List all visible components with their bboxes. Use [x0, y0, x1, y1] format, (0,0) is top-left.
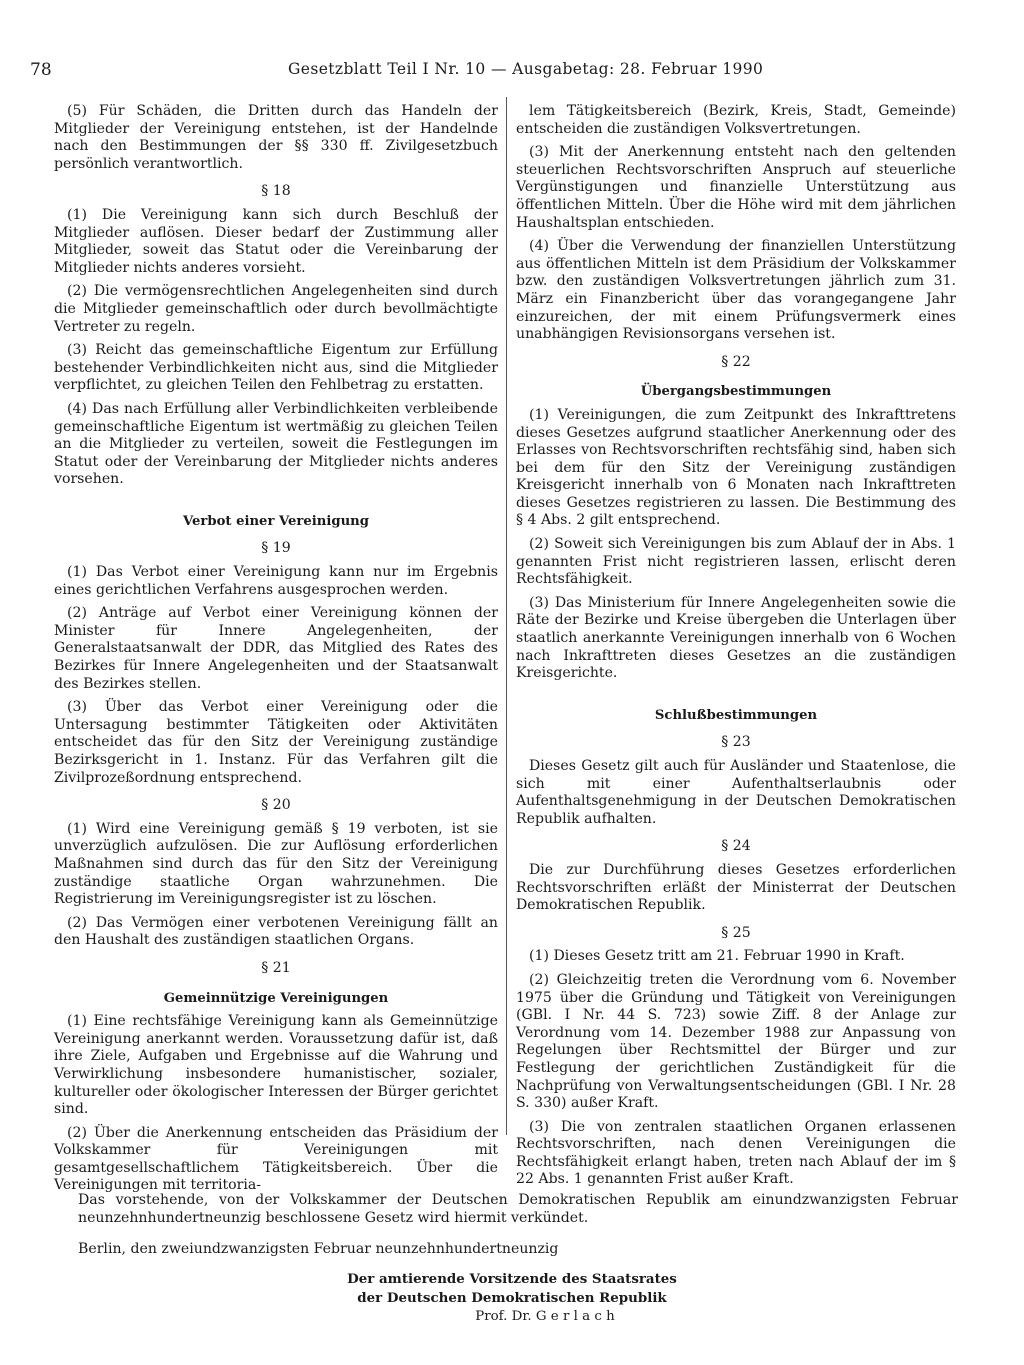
section-number: § 19 — [261, 540, 291, 557]
paragraph: (1) Die Vereinigung kann sich durch Beschluß der Mitglieder auflösen. Dieser bedarf der Zustimmung aller Mitglieder, soweit das Statut oder die Vereinbarung der Mitglieder nichts anderes vorsieht. — [54, 206, 498, 276]
section-number: § 25 — [721, 924, 751, 941]
place-date: Berlin, den zweiundzwanzigsten Februar neunzehnhundertneunzig — [78, 1241, 559, 1257]
paragraph: lem Tätigkeitsbereich (Bezirk, Kreis, Stadt, Gemeinde) entscheiden die zuständigen Volksvertretungen. — [516, 103, 956, 137]
left-column — [54, 103, 498, 1201]
paragraph: (2) Gleichzeitig treten die Verordnung vom 6. November 1975 über die Gründung und Tätigkeit von Vereinigungen (GBl. I Nr. 44 S. 723) sowie Ziff. 8 der Anlage zur Verordnung vom 14. Dezember 1988 zur Anpassung von Regelungen über Rechtsmittel der Bürger und zur Festlegung der gerichtlichen Zuständigkeit für die Nachprüfung von Verwaltungsentscheidungen (GBl. I Nr. 28 S. 330) außer Kraft. — [516, 971, 956, 1112]
paragraph: (3) Die von zentralen staatlichen Organen erlassenen Rechtsvorschriften, nach denen Vereinigungen die Rechtsfähigkeit erlangt haben, treten nach Ablauf der im § 22 Abs. 1 genannten Frist außer Kraft. — [516, 1118, 956, 1188]
paragraph: (5) Für Schäden, die Dritten durch das Handeln der Mitglieder der Vereinigung entstehen, ist der Handelnde nach den Bestimmungen der §§ 330 ff. Zivilgesetzbuch persönlich verantwortlich. — [54, 103, 498, 172]
section-heading: Übergangsbestimmungen — [640, 384, 832, 400]
section-number: § 22 — [721, 353, 751, 370]
paragraph: (2) Soweit sich Vereinigungen bis zum Ablauf der in Abs. 1 genannten Frist nicht registrieren lassen, erlischt deren Rechtsfähigkeit. — [516, 536, 956, 588]
section-number: § 20 — [261, 797, 291, 814]
paragraph: (1) Wird eine Vereinigung gemäß § 19 verboten, ist sie unverzüglich aufzulösen. Die zur Auflösung erforderlichen Maßnahmen sind durch das für den Sitz der Vereinigung zuständige staatliche Organ wahrzunehmen. Die Registrierung im Vereinigungsregister ist zu löschen. — [54, 820, 498, 908]
paragraph: Dieses Gesetz gilt auch für Ausländer und Staatenlose, die sich mit einer Aufenthaltserlaubnis oder Aufenthaltsgenehmigung in der Deutschen Demokratischen Republik aufhalten. — [516, 758, 956, 827]
paragraph: (2) Anträge auf Verbot einer Vereinigung können der Minister für Innere Angelegenheiten, der Generalstaatsanwalt der DDR, das Mitglied des Rates des Bezirkes für Innere Angelegenheiten und der Staatsanwalt des Bezirkes stellen. — [54, 605, 498, 692]
paragraph: (1) Das Verbot einer Vereinigung kann nur im Ergebnis eines gerichtlichen Verfahrens ausgesprochen werden. — [54, 564, 498, 598]
column-divider — [506, 97, 507, 1135]
signature-title-line1: Der amtierende Vorsitzende des Staatsrates — [347, 1271, 677, 1287]
paragraph: (3) Das Ministerium für Innere Angelegenheiten sowie die Räte der Bezirke und Kreise übergeben die Unterlagen über staatlich anerkannte Vereinigungen innerhalb von 6 Wochen nach Inkrafttreten dieses Gesetzes an die zuständigen Kreisgerichte. — [516, 594, 956, 682]
right-column — [516, 103, 956, 1195]
section-heading: Verbot einer Vereinigung — [183, 513, 369, 529]
paragraph: (4) Über die Verwendung der finanziellen Unterstützung aus öffentlichen Mitteln ist dem Präsidium der Volkskammer bzw. den zuständigen Volksvertretungen jährlich zum 31. März ein Finanzbericht über das vorangegangene Jahr einzureichen, der mit einem Prüfungsvermerk eines unabhängigen Revisionsorgans versehen ist. — [516, 238, 956, 343]
paragraph: (4) Das nach Erfüllung aller Verbindlichkeiten verbleibende gemeinschaftliche Eigentum ist wertmäßig zu gleichen Teilen an die Mitglieder zu verteilen, soweit die Festlegungen im Statut oder der Vereinbarung der Mitglieder nichts anderes vorsehen. — [54, 400, 498, 488]
paragraph: (3) Über das Verbot einer Vereinigung oder die Untersagung bestimmter Tätigkeiten oder Aktivitäten entscheidet das für den Sitz der Vereinigung zuständige Bezirksgericht in 1. Instanz. Für das Verfahren gilt die Zivilprozeßordnung entsprechend. — [54, 699, 498, 786]
paragraph: (2) Das Vermögen einer verbotenen Vereinigung fällt an den Haushalt des zuständigen staatlichen Organs. — [54, 914, 498, 949]
paragraph: (1) Dieses Gesetz tritt am 21. Februar 1990 in Kraft. — [529, 948, 905, 965]
section-number: § 23 — [721, 734, 751, 751]
paragraph: (1) Vereinigungen, die zum Zeitpunkt des Inkrafttretens dieses Gesetzes aufgrund staatlicher Anerkennung oder des Erlasses von Rechtsvorschriften rechtsfähig sind, haben sich bei dem für den Sitz der Vereinigung zuständigen Kreisgericht innerhalb von 6 Monaten nach Inkrafttreten dieses Gesetzes registrieren zu lassen. Die Bestimmung des § 4 Abs. 2 gilt entsprechend. — [516, 406, 956, 529]
section-heading: Schlußbestimmungen — [654, 707, 818, 723]
signature-title-line2: der Deutschen Demokratischen Republik — [357, 1290, 667, 1306]
paragraph: (2) Über die Anerkennung entscheiden das Präsidium der Volkskammer für Vereinigungen mit gesamtgesellschaftlichem Tätigkeitsbereich. Über die Vereinigungen mit territoria- — [54, 1124, 498, 1194]
signatory-name: Prof. Dr. G e r l a c h — [475, 1309, 615, 1324]
paragraph: (2) Die vermögensrechtlichen Angelegenheiten sind durch die Mitglieder gemeinschaftlich oder durch bevollmächtigte Vertreter zu regeln. — [54, 283, 498, 335]
paragraph: (3) Mit der Anerkennung entsteht nach den geltenden steuerlichen Rechtsvorschriften Anspruch auf steuerliche Vergünstigungen und finanzielle Unterstützung aus öffentlichen Mitteln. Über die Höhe wird mit dem jährlichen Haushaltsplan entschieden. — [516, 144, 956, 231]
section-heading: Gemeinnützige Vereinigungen — [163, 990, 389, 1006]
section-number: § 18 — [261, 183, 291, 200]
page-number: 78 — [30, 60, 52, 80]
section-number: § 24 — [721, 838, 751, 855]
paragraph: Die zur Durchführung dieses Gesetzes erforderlichen Rechtsvorschriften erläßt der Ministerrat der Deutschen Demokratischen Republik. — [516, 861, 956, 914]
paragraph: (1) Eine rechtsfähige Vereinigung kann als Gemeinnützige Vereinigung anerkannt werden. Voraussetzung dafür ist, daß ihre Ziele, Aufgaben und Ergebnisse auf die Wahrung und Verwirklichung insbesondere humanistischer, sozialer, kultureller oder ökologischer Interessen der Bürger gerichtet sind. — [54, 1013, 498, 1118]
page-header-title: Gesetzblatt Teil I Nr. 10 — Ausgabetag: 28. Februar 1990 — [288, 60, 764, 78]
paragraph: (3) Reicht das gemeinschaftliche Eigentum zur Erfüllung bestehender Verbindlichkeiten nicht aus, sind die Mitglieder verpflichtet, zu gleichen Teilen den Fehlbetrag zu erstatten. — [54, 342, 498, 394]
promulgation-text: Das vorstehende, von der Volkskammer der Deutschen Demokratischen Republik am einundzwanzigsten Februar neunzehnhundertneunzig beschlossene Gesetz wird hiermit verkündet. — [78, 1192, 958, 1226]
section-number: § 21 — [261, 959, 291, 976]
